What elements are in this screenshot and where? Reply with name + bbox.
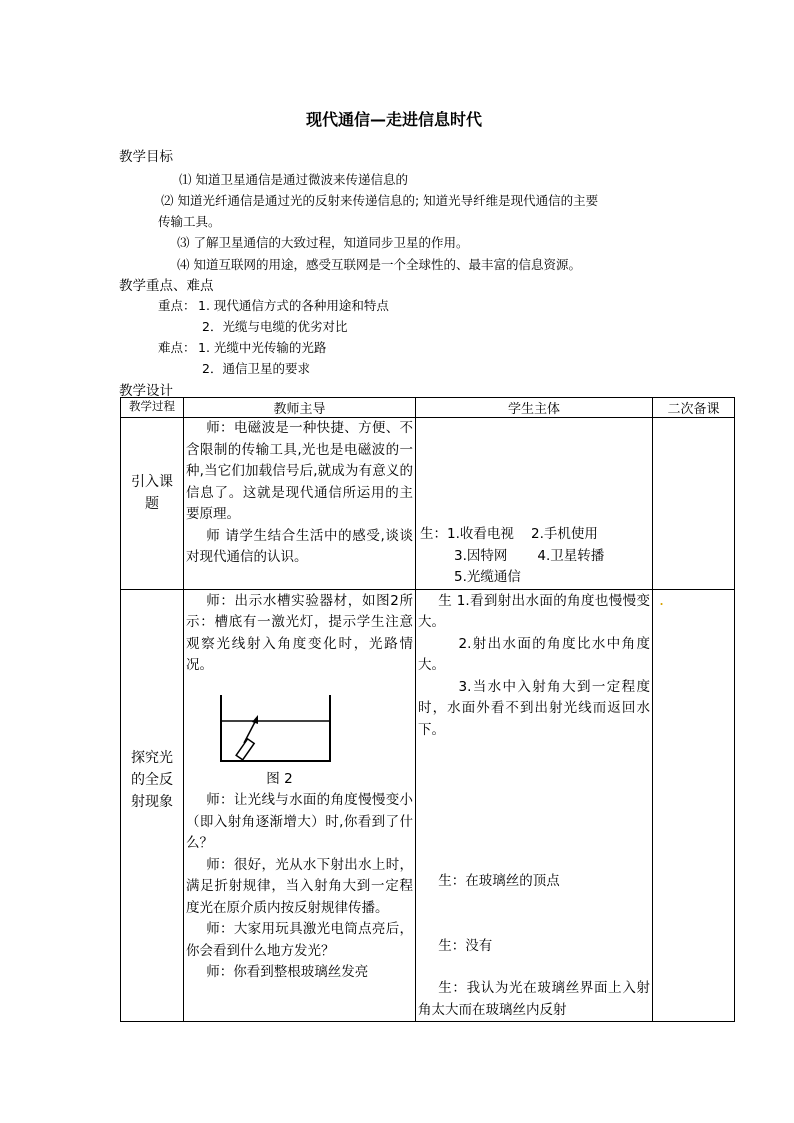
teacher-cell	[184, 418, 416, 590]
notes-cell	[653, 589, 735, 1022]
key-item: 2．光缆与电缆的优劣对比	[202, 319, 348, 334]
mark-dot: .	[659, 589, 665, 609]
student-cell	[416, 589, 653, 1022]
student-paragraph: 生：在玻璃丝的顶点	[438, 873, 560, 889]
hard-item: 2．通信卫星的要求	[202, 361, 310, 376]
header-notes: 二次备课	[653, 398, 735, 418]
objective-item: ⑶ 了解卫星通信的大致过程，知道同步卫星的作用。	[177, 235, 469, 250]
student-paragraph: 2.射出水面的角度比水中角度大。	[418, 635, 650, 673]
student-line: 生：1.收看电视 2.手机使用	[420, 526, 598, 542]
focus-heading: 教学重点、难点	[119, 278, 214, 294]
notes-cell	[653, 418, 735, 590]
teacher-paragraph: 师：你看到整根玻璃丝发亮	[206, 964, 369, 980]
objectives-heading: 教学目标	[119, 149, 173, 165]
teacher-paragraph: 师 请学生结合生活中的感受,谈谈对现代通信的认识。	[186, 527, 413, 565]
table-header-row	[121, 398, 735, 418]
stage-cell	[121, 418, 184, 590]
key-label: 重点：	[158, 298, 196, 313]
page-title: 现代通信—走进信息时代	[306, 110, 483, 129]
header-process: 教学过程	[121, 398, 184, 418]
student-paragraph: 生：我认为光在玻璃丝界面上入射角太大而在玻璃丝内反射	[418, 980, 650, 1018]
student-paragraph: 生 1.看到射出水面的角度也慢慢变大。	[418, 592, 650, 630]
lesson-table	[120, 397, 735, 1022]
objective-item: ⑵ 知道光纤通信是通过光的反射来传递信息的; 知道光导纤维是现代通信的主要	[161, 193, 599, 208]
objective-item: ⑴ 知道卫星通信是通过微波来传递信息的	[179, 172, 408, 187]
figure-caption: 图 2	[266, 770, 293, 787]
student-cell	[416, 418, 653, 590]
teacher-paragraph: 师：很好，光从水下射出水上时，满足折射规律，当入射角大到一定程度光在原介质内按反射规律传播。	[186, 856, 413, 916]
table-row	[121, 418, 735, 590]
stage-label: 引入课题	[131, 474, 173, 512]
student-line: 3.因特网 4.卫星转播	[454, 547, 605, 564]
hard-label: 难点：	[158, 340, 196, 355]
header-teacher: 教师主导	[184, 398, 416, 418]
table-row	[121, 589, 735, 1022]
teacher-paragraph: 师：电磁波是一种快捷、方便、不含限制的传输工具,光也是电磁波的一种,当它们加载信号后,就成为有意义的信息了。这就是现代通信所运用的主要原理。	[186, 420, 413, 522]
stage-cell	[121, 589, 184, 1022]
header-student: 学生主体	[416, 398, 653, 418]
objective-item: ⑷ 知道互联网的用途，感受互联网是一个全球性的、最丰富的信息资源。	[177, 257, 581, 272]
student-line: 5.光缆通信	[454, 569, 521, 585]
student-paragraph: 3.当水中入射角大到一定程度时，水面外看不到出射光线而返回水下。	[418, 678, 650, 738]
water-tank-figure	[184, 677, 415, 769]
design-heading: 教学设计	[119, 383, 173, 399]
stage-label: 探究光的全反射现象	[131, 749, 173, 810]
teacher-paragraph: 师：出示水槽实验器材，如图2所示：槽底有一激光灯，提示学生注意观察光线射入角度变化时，光路情况。	[186, 592, 413, 673]
hard-item: 1. 光缆中光传输的光路	[198, 340, 327, 355]
teacher-paragraph: 师：大家用玩具激光电筒点亮后，你会看到什么地方发光？	[186, 921, 413, 959]
student-paragraph: 生：没有	[438, 937, 493, 954]
key-item: 1. 现代通信方式的各种用途和特点	[198, 298, 389, 313]
water-tank-diagram	[218, 693, 338, 765]
objective-item: 传输工具。	[158, 214, 221, 229]
teacher-cell	[184, 589, 416, 1022]
teacher-paragraph: 师：让光线与水面的角度慢慢变小（即入射角逐渐增大）时,你看到了什么？	[186, 792, 413, 851]
